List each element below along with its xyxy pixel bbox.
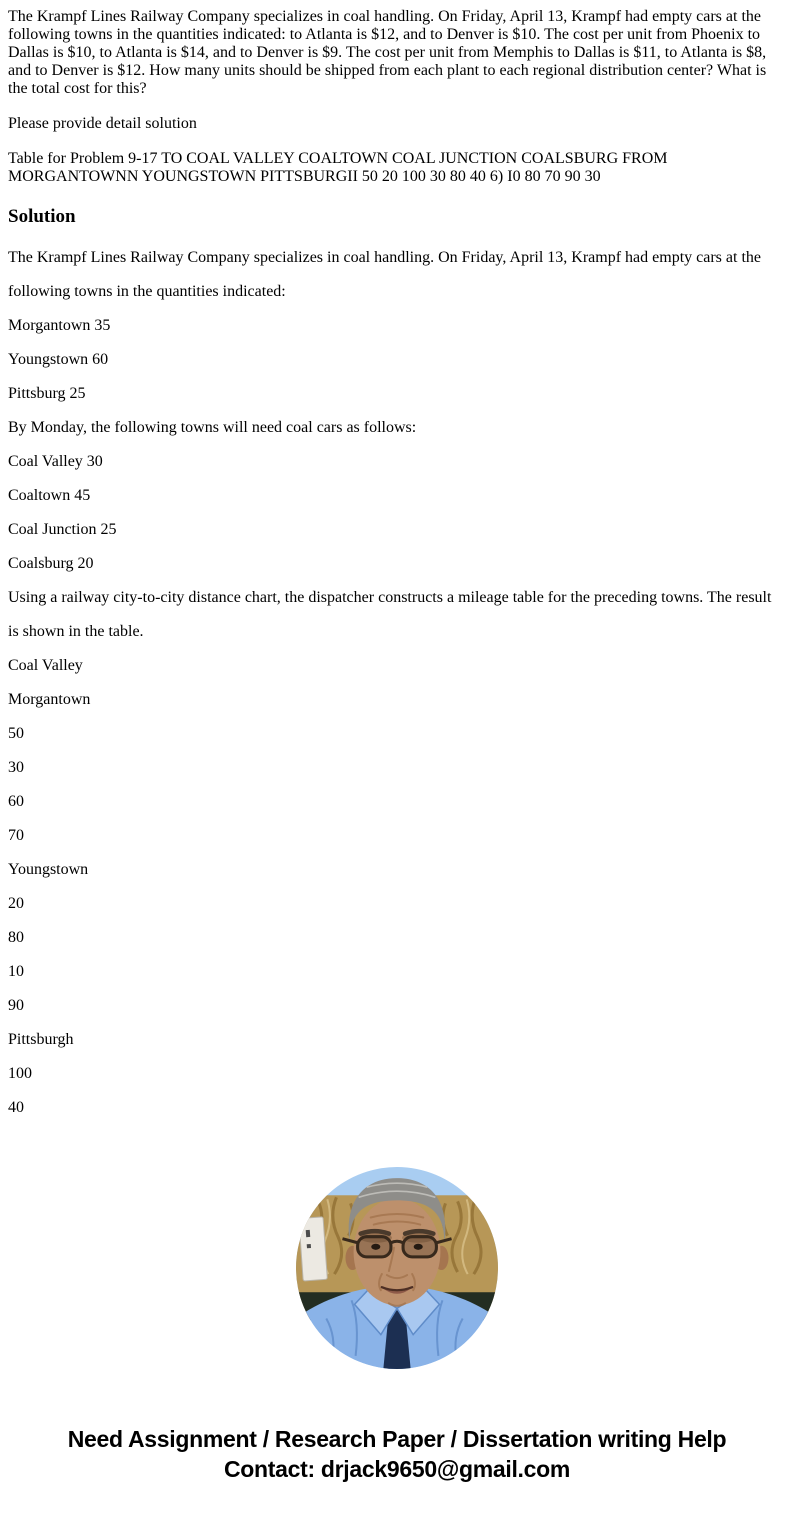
- solution-line: 70: [8, 827, 24, 844]
- footer-help-text: Need Assignment / Research Paper / Dissertation writing Help: [67, 1426, 727, 1452]
- solution-line: Youngstown 60: [8, 351, 109, 368]
- solution-line: 30: [8, 759, 24, 776]
- request-line: Please provide detail solution: [8, 115, 197, 132]
- question-paragraph: The Krampf Lines Railway Company specializes in coal handling. On Friday, April 13, Krampf had empty cars at the following towns in the quantities indicated: to Atlanta is $12, and to Denver is $10. The cost per unit from Phoenix to Dallas is $10, to Atlanta is $14, and to Denver is $9. The cost per unit from Memphis to Dallas is $11, to Atlanta is $8, and to Denver is $12. How many units should be shipped from each plant to each regional distribution center? What is the total cost for this?: [8, 8, 767, 97]
- solution-line: Coal Valley 30: [8, 453, 103, 470]
- solution-line: 60: [8, 793, 24, 810]
- eyebrow: [361, 1231, 389, 1234]
- solution-line: Morgantown 35: [8, 317, 111, 334]
- solution-line: 40: [8, 1099, 24, 1116]
- eye: [371, 1244, 380, 1250]
- solution-line: Youngstown: [8, 861, 89, 878]
- solution-line: 10: [8, 963, 24, 980]
- solution-line: Coaltown 45: [8, 487, 91, 504]
- solution-line: Using a railway city-to-city distance chart, the dispatcher constructs a mileage table for the preceding towns. The result is shown in the table.: [8, 589, 772, 640]
- footer-contact-text: Contact: drjack9650@gmail.com: [223, 1456, 571, 1482]
- solution-line: 90: [8, 997, 24, 1014]
- solution-line: Coal Valley: [8, 657, 83, 674]
- footer-banner: [47, 1424, 747, 1514]
- solution-line: Coalsburg 20: [8, 555, 94, 572]
- avatar-container: [8, 1167, 786, 1374]
- solution-heading: Solution: [8, 206, 76, 227]
- solution-line: Morgantown: [8, 691, 91, 708]
- solution-line: The Krampf Lines Railway Company specializes in coal handling. On Friday, April 13, Krampf had empty cars at the following towns in the quantities indicated:: [8, 249, 761, 300]
- solution-line: 80: [8, 929, 24, 946]
- solution-line: By Monday, the following towns will need coal cars as follows:: [8, 419, 417, 436]
- solution-line: 20: [8, 895, 24, 912]
- solution-line: Coal Junction 25: [8, 521, 117, 538]
- table-reference-line: Table for Problem 9-17 TO COAL VALLEY COALTOWN COAL JUNCTION COALSBURG FROM MORGANTOWNN YOUNGSTOWN PITTSBURGII 50 20 100 30 80 40 6) I0 80 70 90 30: [8, 150, 668, 185]
- question-section: [8, 8, 786, 186]
- solution-line: Pittsburgh: [8, 1031, 74, 1048]
- solution-section: [8, 241, 786, 1125]
- wall-panel: [299, 1217, 328, 1281]
- solution-line: 50: [8, 725, 24, 742]
- solution-line: 100: [8, 1065, 32, 1082]
- tutor-avatar-photo: [296, 1167, 498, 1369]
- solution-line: Pittsburg 25: [8, 385, 86, 402]
